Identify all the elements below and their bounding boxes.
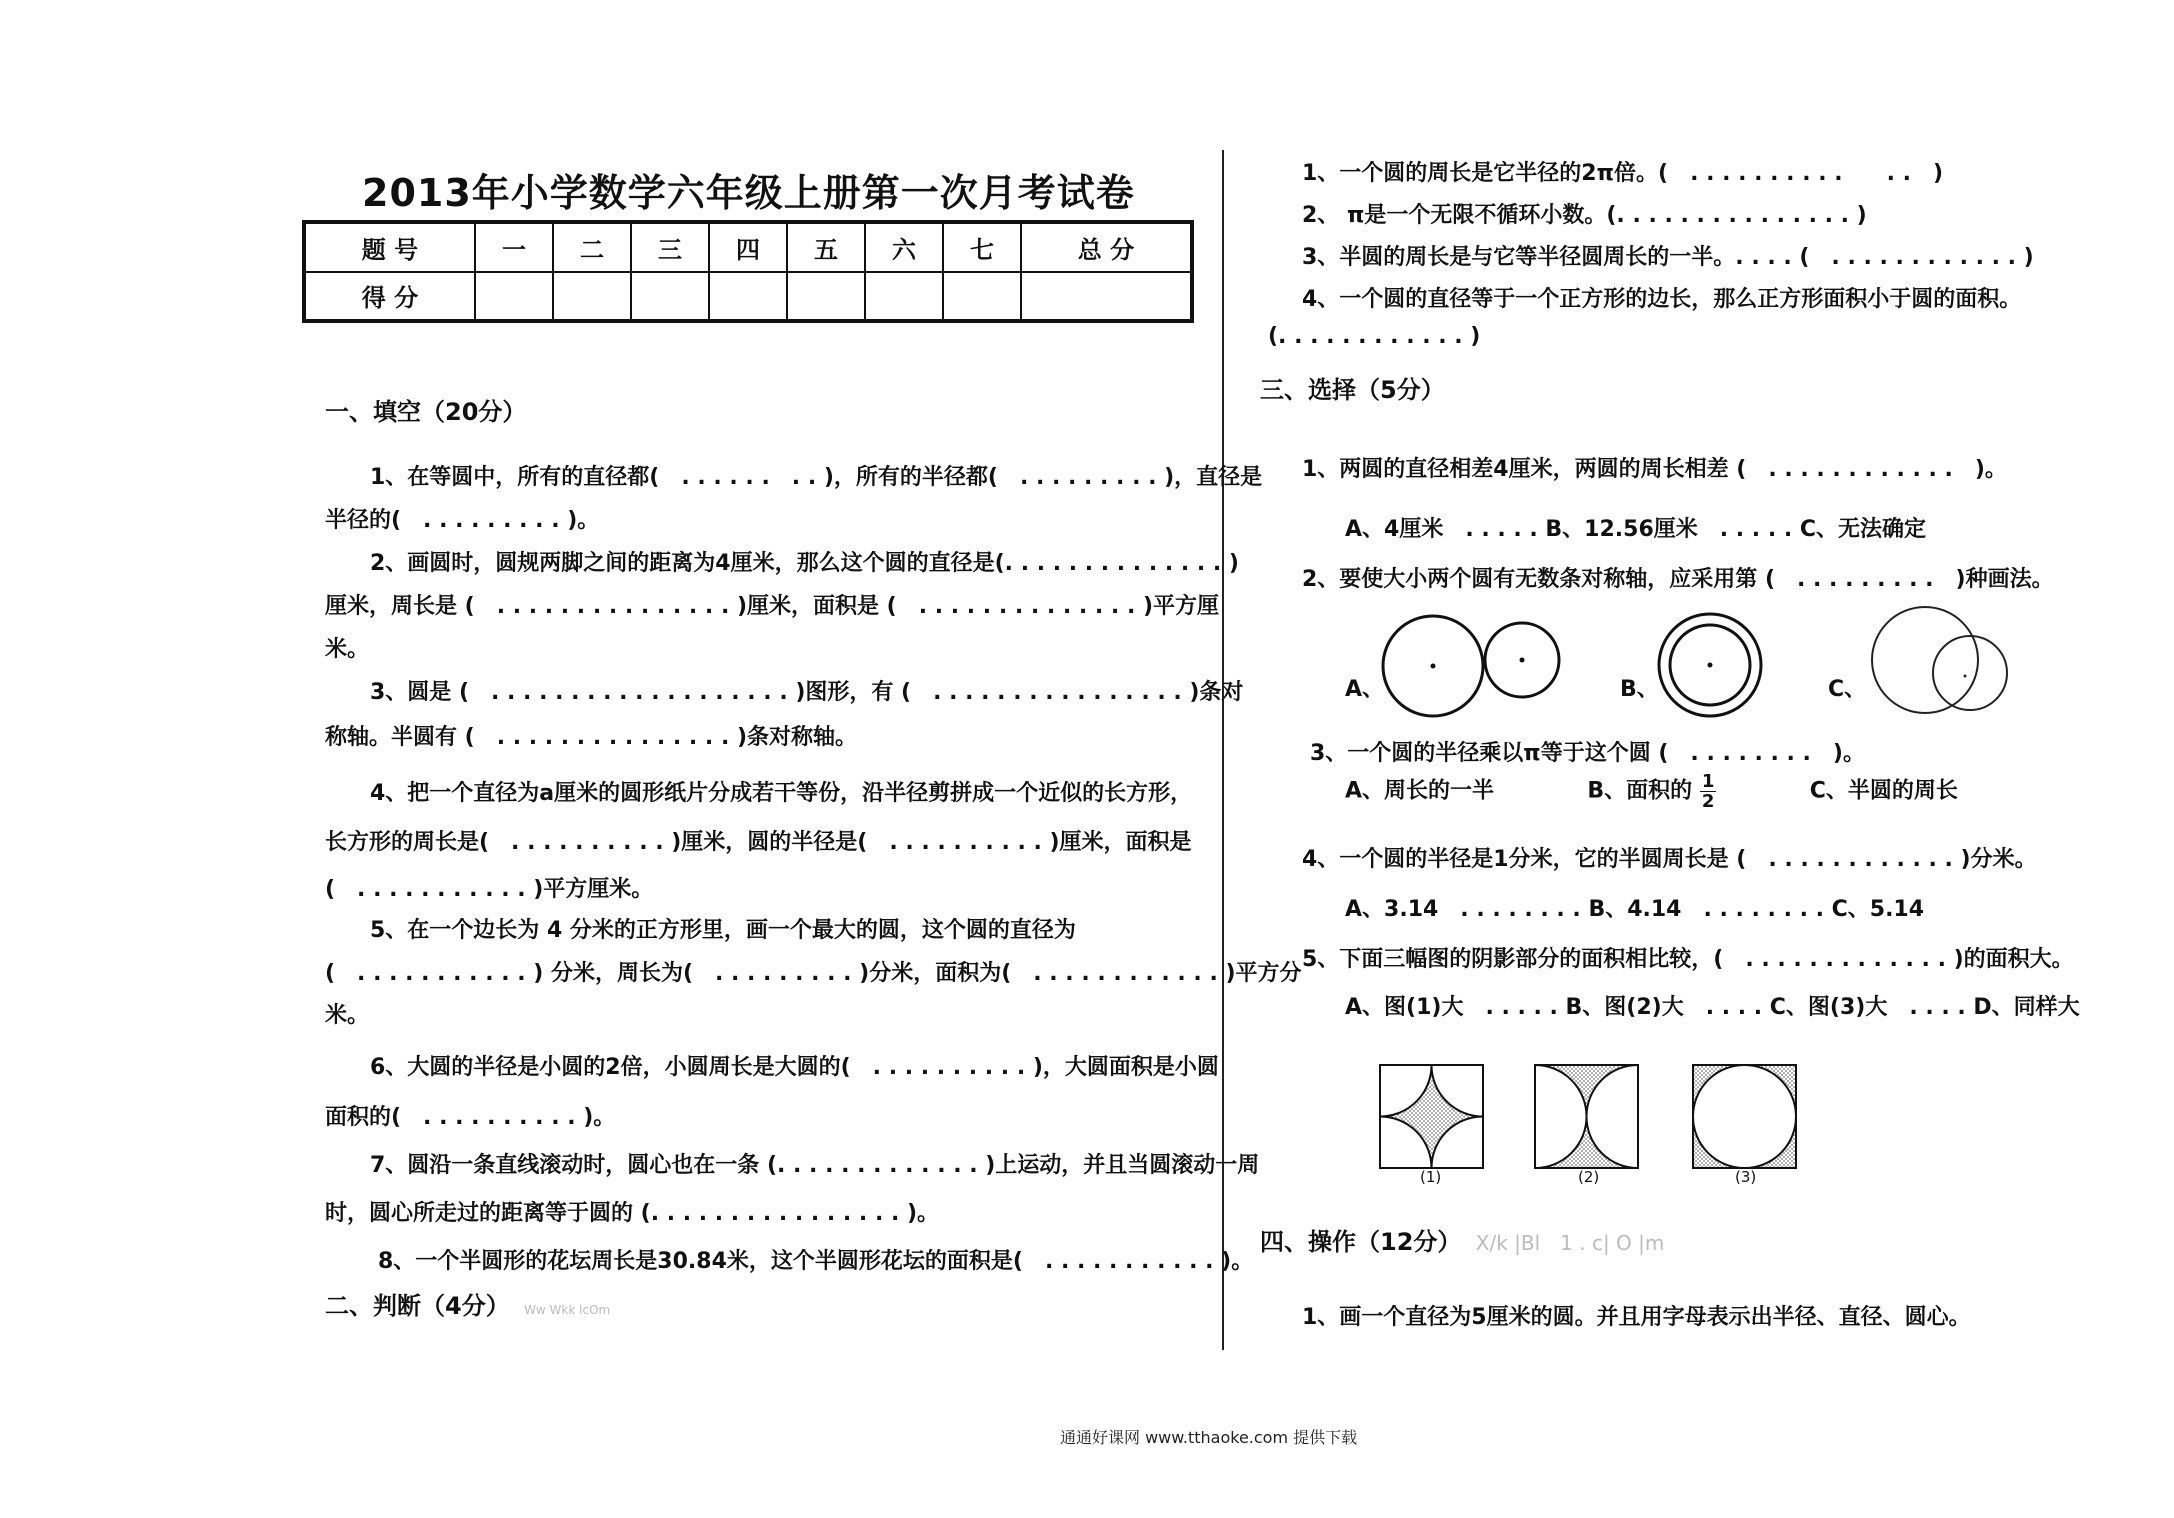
score-header-cell: 四 bbox=[709, 222, 787, 272]
choice-q3: 3、一个圆的半径乘以π等于这个圆 ( . . . . . . . . )。 bbox=[1310, 741, 1865, 766]
score-cell bbox=[553, 272, 631, 322]
section1-line: 米。 bbox=[325, 637, 370, 662]
score-header-cell: 七 bbox=[943, 222, 1021, 272]
section2-heading-text: 二、判断（4分） bbox=[325, 1292, 510, 1320]
section1-line: 长方形的周长是( . . . . . . . . . . )厘米，圆的半径是( . . . . . . . . . . )厘米，面积是 bbox=[325, 830, 1192, 855]
section1-line: 时，圆心所走过的距离等于圆的 (. . . . . . . . . . . . . . . . )。 bbox=[325, 1201, 940, 1226]
option-label-b: B、 bbox=[1620, 677, 1659, 702]
section1-line: 6、大圆的半径是小圆的2倍，小圆周长是大圆的( . . . . . . . . . . )，大圆面积是小圆 bbox=[370, 1055, 1219, 1080]
fraction-denominator: 2 bbox=[1701, 791, 1715, 812]
section1-line: 4、把一个直径为a厘米的圆形纸片分成若干等份，沿半径剪拼成一个近似的长方形， bbox=[370, 781, 1193, 806]
section1-line: 厘米，周长是 ( . . . . . . . . . . . . . . . )厘米，面积是 ( . . . . . . . . . . . . . . )平方厘 bbox=[325, 594, 1220, 619]
section1-line: 称轴。半圆有 ( . . . . . . . . . . . . . . . )条对称轴。 bbox=[325, 725, 858, 750]
section1-line: 米。 bbox=[325, 1003, 370, 1028]
figure-1 bbox=[1380, 1065, 1483, 1168]
section1-line: 半径的( . . . . . . . . . )。 bbox=[325, 508, 600, 533]
score-cell bbox=[865, 272, 943, 322]
choice-q4-options: A、3.14 . . . . . . . . B、4.14 . . . . . . . . C、5.14 bbox=[1345, 897, 1925, 922]
figure-b bbox=[1659, 614, 1761, 716]
section1-line: 8、一个半圆形的花坛周长是30.84米，这个半圆形花坛的面积是( . . . . . . . . . . . )。 bbox=[378, 1249, 1254, 1274]
fraction-one-half bbox=[1700, 772, 1717, 811]
section3-heading: 三、选择（5分） bbox=[1260, 376, 1445, 404]
score-header-cell: 一 bbox=[475, 222, 553, 272]
judge-line: 3、半圆的周长是与它等半径圆周长的一半。. . . . ( . . . . . . . . . . . . ) bbox=[1302, 245, 2034, 270]
circles-figure bbox=[1370, 610, 2150, 750]
judge-line: 4、一个圆的直径等于一个正方形的边长，那么正方形面积小于圆的面积。 bbox=[1302, 287, 2022, 312]
choice-q2: 2、要使大小两个圆有无数条对称轴，应采用第 ( . . . . . . . . . )种画法。 bbox=[1302, 567, 2054, 592]
section1-line: ( . . . . . . . . . . . )平方厘米。 bbox=[325, 877, 654, 902]
shaded-figures bbox=[1375, 1060, 1835, 1190]
section1-heading: 一、填空（20分） bbox=[325, 398, 527, 426]
fraction-numerator: 1 bbox=[1701, 771, 1715, 792]
score-cell bbox=[709, 272, 787, 322]
figure-2 bbox=[1535, 1065, 1638, 1168]
score-header-cell: 总 分 bbox=[1021, 222, 1192, 272]
page-title: 2013年小学数学六年级上册第一次月考试卷 bbox=[362, 171, 1135, 215]
judge-line: 2、 π是一个无限不循环小数。(. . . . . . . . . . . . . . . ) bbox=[1302, 203, 1867, 228]
fig-label-3: (3) bbox=[1735, 1168, 1757, 1186]
section1-line: ( . . . . . . . . . . . ) 分米，周长为( . . . . . . . . . )分米，面积为( . . . . . . . . . . . . )平方分 bbox=[325, 961, 1302, 986]
score-row-label: 得 分 bbox=[304, 272, 475, 322]
section2-heading bbox=[325, 1286, 610, 1321]
score-header-cell: 五 bbox=[787, 222, 865, 272]
watermark-text: Ww Wkk lcOm bbox=[524, 1303, 611, 1317]
score-table bbox=[302, 220, 1194, 323]
section1-line: 面积的( . . . . . . . . . . )。 bbox=[325, 1105, 616, 1130]
score-header-cell: 三 bbox=[631, 222, 709, 272]
choice-q5-options: A、图(1)大 . . . . . B、图(2)大 . . . . C、图(3)大 . . . . D、同样大 bbox=[1345, 995, 2080, 1020]
score-cell bbox=[787, 272, 865, 322]
fig-label-1: (1) bbox=[1420, 1168, 1442, 1186]
fig-label-2: (2) bbox=[1578, 1168, 1600, 1186]
score-cell bbox=[943, 272, 1021, 322]
figure-c bbox=[1872, 607, 2007, 713]
page-footer: 通通好课网 www.tthaoke.com 提供下载 bbox=[1060, 1428, 1358, 1447]
section1-line: 1、在等圆中，所有的直径都( . . . . . . . . )，所有的半径都( . . . . . . . . . )，直径是 bbox=[370, 465, 1263, 490]
figure-3 bbox=[1693, 1065, 1796, 1168]
section1-line: 3、圆是 ( . . . . . . . . . . . . . . . . . . . )图形，有 ( . . . . . . . . . . . . . . . . )条对 bbox=[370, 680, 1244, 705]
score-cell bbox=[475, 272, 553, 322]
section1-line: 5、在一个边长为 4 分米的正方形里，画一个最大的圆，这个圆的直径为 bbox=[370, 918, 1076, 943]
section4-heading-text: 四、操作（12分） bbox=[1260, 1228, 1462, 1256]
q3-option-b: B、面积的 bbox=[1587, 778, 1693, 804]
choice-q3-options bbox=[1345, 772, 1958, 811]
choice-q1-options: A、4厘米 . . . . . B、12.56厘米 . . . . . C、无法确定 bbox=[1345, 517, 1927, 542]
section1-line: 7、圆沿一条直线滚动时，圆心也在一条 (. . . . . . . . . . . . . )上运动，并且当圆滚动一周 bbox=[370, 1153, 1260, 1178]
score-cell bbox=[631, 272, 709, 322]
section4-heading bbox=[1260, 1222, 1664, 1257]
q3-option-a: A、周长的一半 bbox=[1345, 778, 1495, 804]
judge-line: (. . . . . . . . . . . . ) bbox=[1268, 324, 1481, 349]
choice-q5: 5、下面三幅图的阴影部分的面积相比较，( . . . . . . . . . . . . . )的面积大。 bbox=[1302, 947, 2074, 972]
score-header-cell: 题 号 bbox=[304, 222, 475, 272]
score-header-cell: 二 bbox=[553, 222, 631, 272]
judge-line: 1、一个圆的周长是它半径的2π倍。( . . . . . . . . . . . . ) bbox=[1302, 161, 1944, 186]
operation-q1: 1、画一个直径为5厘米的圆。并且用字母表示出半径、直径、圆心。 bbox=[1302, 1305, 1971, 1330]
watermark-text: X/k |Bl 1 . c| O |m bbox=[1475, 1231, 1665, 1255]
q3-option-c: C、半圆的周长 bbox=[1809, 778, 1958, 804]
section1-line: 2、画圆时，圆规两脚之间的距离为4厘米，那么这个圆的直径是(. . . . . . . . . . . . . . ) bbox=[370, 551, 1239, 576]
option-label-a: A、 bbox=[1345, 677, 1385, 702]
figure-a bbox=[1383, 616, 1559, 716]
choice-q4: 4、一个圆的半径是1分米，它的半圆周长是 ( . . . . . . . . . . . . )分米。 bbox=[1302, 847, 2037, 872]
score-cell bbox=[1021, 272, 1192, 322]
option-label-c: C、 bbox=[1828, 677, 1867, 702]
choice-q1: 1、两圆的直径相差4厘米，两圆的周长相差 ( . . . . . . . . . . . . )。 bbox=[1302, 457, 2007, 482]
score-header-cell: 六 bbox=[865, 222, 943, 272]
